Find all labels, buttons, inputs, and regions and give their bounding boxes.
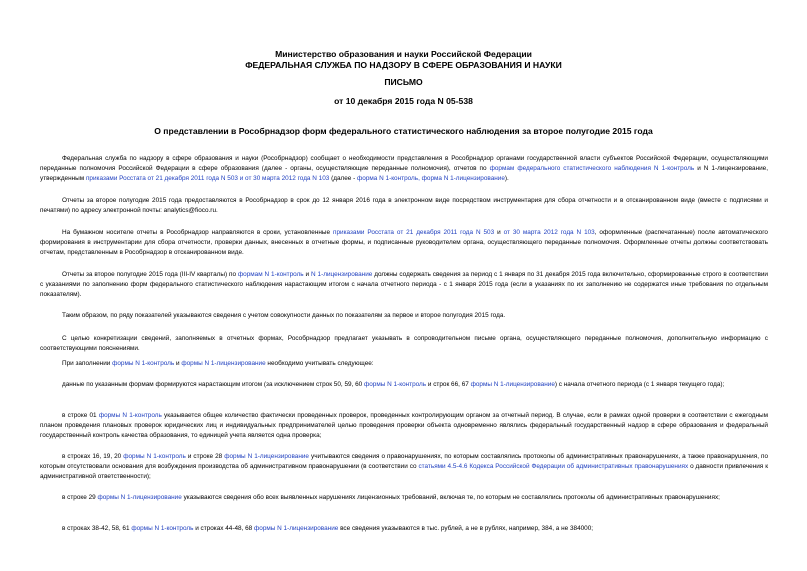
paragraph-text: и N 1-лицензирование, утвержденным: [40, 164, 768, 182]
paragraph: [40, 154, 768, 183]
paragraph: [40, 311, 768, 321]
paragraph: [40, 270, 768, 299]
document-link[interactable]: формы N 1-лицензирование: [224, 453, 309, 460]
document-link[interactable]: формы N 1-лицензирование: [97, 494, 182, 501]
ministry-name: Министерство образования и науки Российской Федерации: [275, 49, 532, 59]
paragraph-text: и строках 44-48, 68: [193, 525, 255, 532]
paragraph-text: При заполнении: [62, 360, 113, 367]
document-link[interactable]: статьями 4.5-4.6 Кодекса Российской Федерации об административных правонарушениях: [418, 462, 689, 470]
paragraph-text: и строке 28: [185, 453, 225, 460]
paragraph-text: в строке 01: [62, 412, 99, 419]
paragraph-text: С целью конкретизации сведений, заполняемых в отчетных формах, Рособрнадзор предлагает указывать в сопроводительном письме органа, осуществляющего переданные полномочия, дополнительную информацию с соответствующими пояснениями.: [40, 335, 768, 352]
paragraph-text: учитываются сведения о правонарушениях, по которым составлялись протоколы об административных правонарушениях, а также правонарушения, по которым отсутствовали основания для возбуждения производства об административном правонарушении (в соответствии со: [40, 453, 769, 470]
document-link[interactable]: формы N 1-лицензирование: [254, 525, 339, 532]
paragraph: [40, 411, 768, 440]
document-date-number: от 10 декабря 2015 года N 05-538: [334, 96, 473, 106]
paragraph-text: указывается общее количество фактически проведенных проверок, проведенных контролирующим органом за отчетный период. В случае, если в рамках одной проверки в соответствии с ежегодным планом проведения плановых проверок юридических лиц и индивидуальных предпринимателей целью проведения проверки объекта одновременно являлись федеральный государственный надзор в сфере образования и федеральный государственный контроль качества образования, то единицей учета является одна проверка;: [40, 412, 768, 439]
document-link[interactable]: формы N 1-контроль: [123, 453, 186, 460]
paragraph-text: Федеральная служба по надзору в сфере образования и науки (Рособрнадзор) сообщает о необходимости представления в Рособрнадзор органами государственной власти субъектов Российской Федерации, осуществляющими переданные полномочия Российской Федерации в сфере образования (далее - органы, осуществляющие переданные полномочия), отчетов по: [40, 155, 768, 172]
document-link[interactable]: формы N 1-контроль: [364, 381, 427, 388]
paragraph-text: необходимо учитывать следующее:: [265, 360, 374, 367]
paragraph: [40, 334, 768, 354]
document-link[interactable]: формы N 1-контроль: [98, 412, 162, 419]
service-name: ФЕДЕРАЛЬНАЯ СЛУЖБА ПО НАДЗОРУ В СФЕРЕ ОБРАЗОВАНИЯ И НАУКИ: [245, 60, 562, 70]
document-type: ПИСЬМО: [384, 77, 423, 87]
document-link[interactable]: формы N 1-лицензирование: [470, 381, 555, 388]
document-link[interactable]: формам федерального статистического наблюдения N 1-контроль: [489, 164, 695, 172]
paragraph-text: Отчеты за второе полугодие 2015 года (III-IV кварталы) по: [62, 271, 238, 278]
document-link[interactable]: N 1-лицензирование: [311, 271, 373, 278]
paragraph-text: (далее -: [329, 174, 358, 182]
document-link[interactable]: формы N 1-контроль: [131, 525, 194, 532]
paragraph-text: указываются сведения обо всех выявленных нарушениях лицензионных требований, включая те, по которым не составлялись протоколы об административных правонарушениях;: [181, 494, 720, 501]
paragraph: [40, 524, 768, 534]
paragraph: [40, 196, 768, 216]
document-link[interactable]: приказами Росстата от 21 декабря 2011 года N 503: [333, 229, 495, 236]
paragraph-text: о давности привлечения к административной ответственности);: [40, 462, 768, 480]
document-link[interactable]: формы N 1-лицензирование: [181, 360, 266, 367]
paragraph-text: должны содержать сведения за период с 1 января по 31 декабря 2015 года включительно, сформированные строго в соответствии с указаниями по заполнению форм федерального статистического наблюдения нарастающим итогом с начала отчетного периода - с 1 января 2015 года (если в указаниях по их заполнению не содержатся иные требования по отдельным показателям).: [40, 271, 769, 298]
paragraph-text: Отчеты за второе полугодие 2015 года предоставляются в Рособрнадзор в срок до 12 января 2016 года в электронном виде посредством инструментария для сбора отчетности и в отсканированном виде (вместе с подписями и печатями) по адресу электронной почты: analytics@fioco.ru.: [40, 197, 768, 214]
paragraph-text: и: [303, 271, 312, 278]
paragraph: [40, 228, 768, 257]
paragraph-text: Таким образом, по ряду показателей указываются сведения с учетом совокупности данных по показателям за первое и второе полугодия 2015 года.: [62, 312, 506, 319]
paragraph-text: и: [494, 229, 504, 236]
paragraph-text: ) с начала отчетного периода (с 1 января текущего года);: [554, 381, 725, 388]
paragraph: [40, 452, 768, 481]
paragraph-text: все сведения указываются в тыс. рублей, а не в рублях, например, 384, а не 384000;: [338, 525, 594, 532]
paragraph-text: в строках 38-42, 58, 61: [62, 525, 132, 532]
document-link[interactable]: форма N 1-контроль, форма N 1-лицензирование: [357, 174, 505, 182]
paragraph: [40, 359, 768, 369]
document-link[interactable]: от 30 марта 2012 года N 103: [503, 229, 595, 236]
paragraph: [40, 493, 768, 503]
paragraph-text: данные по указанным формам формируются нарастающим итогом (за исключением строк 50, 59, 60: [62, 381, 364, 388]
paragraph-text: в строках 16, 19, 20: [62, 453, 124, 460]
paragraph-text: , оформленные (распечатанные) после автоматического формирования в инструментарии для сбора отчетности, проверки данных, внесенных в отчетные формы, и подписанные руководителем органа, осуществляющего переданные полномочия. Оформленные отчеты должны соответствовать отчетам, представленным в Рособрнадзор в отсканированном виде.: [40, 229, 768, 256]
paragraph-text: в строке 29: [62, 494, 98, 501]
paragraph-text: На бумажном носителе отчеты в Рособрнадзор направляются в сроки, установленные: [62, 229, 333, 236]
document-link[interactable]: приказами Росстата от 21 декабря 2011 года N 503 и от 30 марта 2012 года N 103: [85, 174, 330, 182]
paragraph-text: и строк 66, 67: [426, 381, 471, 388]
paragraph-text: ).: [504, 174, 509, 182]
document-title: О представлении в Рособрнадзор форм федерального статистического наблюдения за второе полугодие 2015 года: [154, 126, 653, 136]
document-link[interactable]: формы N 1-контроль: [112, 360, 175, 367]
paragraph: [40, 380, 768, 390]
document-link[interactable]: формам N 1-контроль: [237, 271, 304, 278]
paragraph-text: и: [174, 360, 182, 367]
